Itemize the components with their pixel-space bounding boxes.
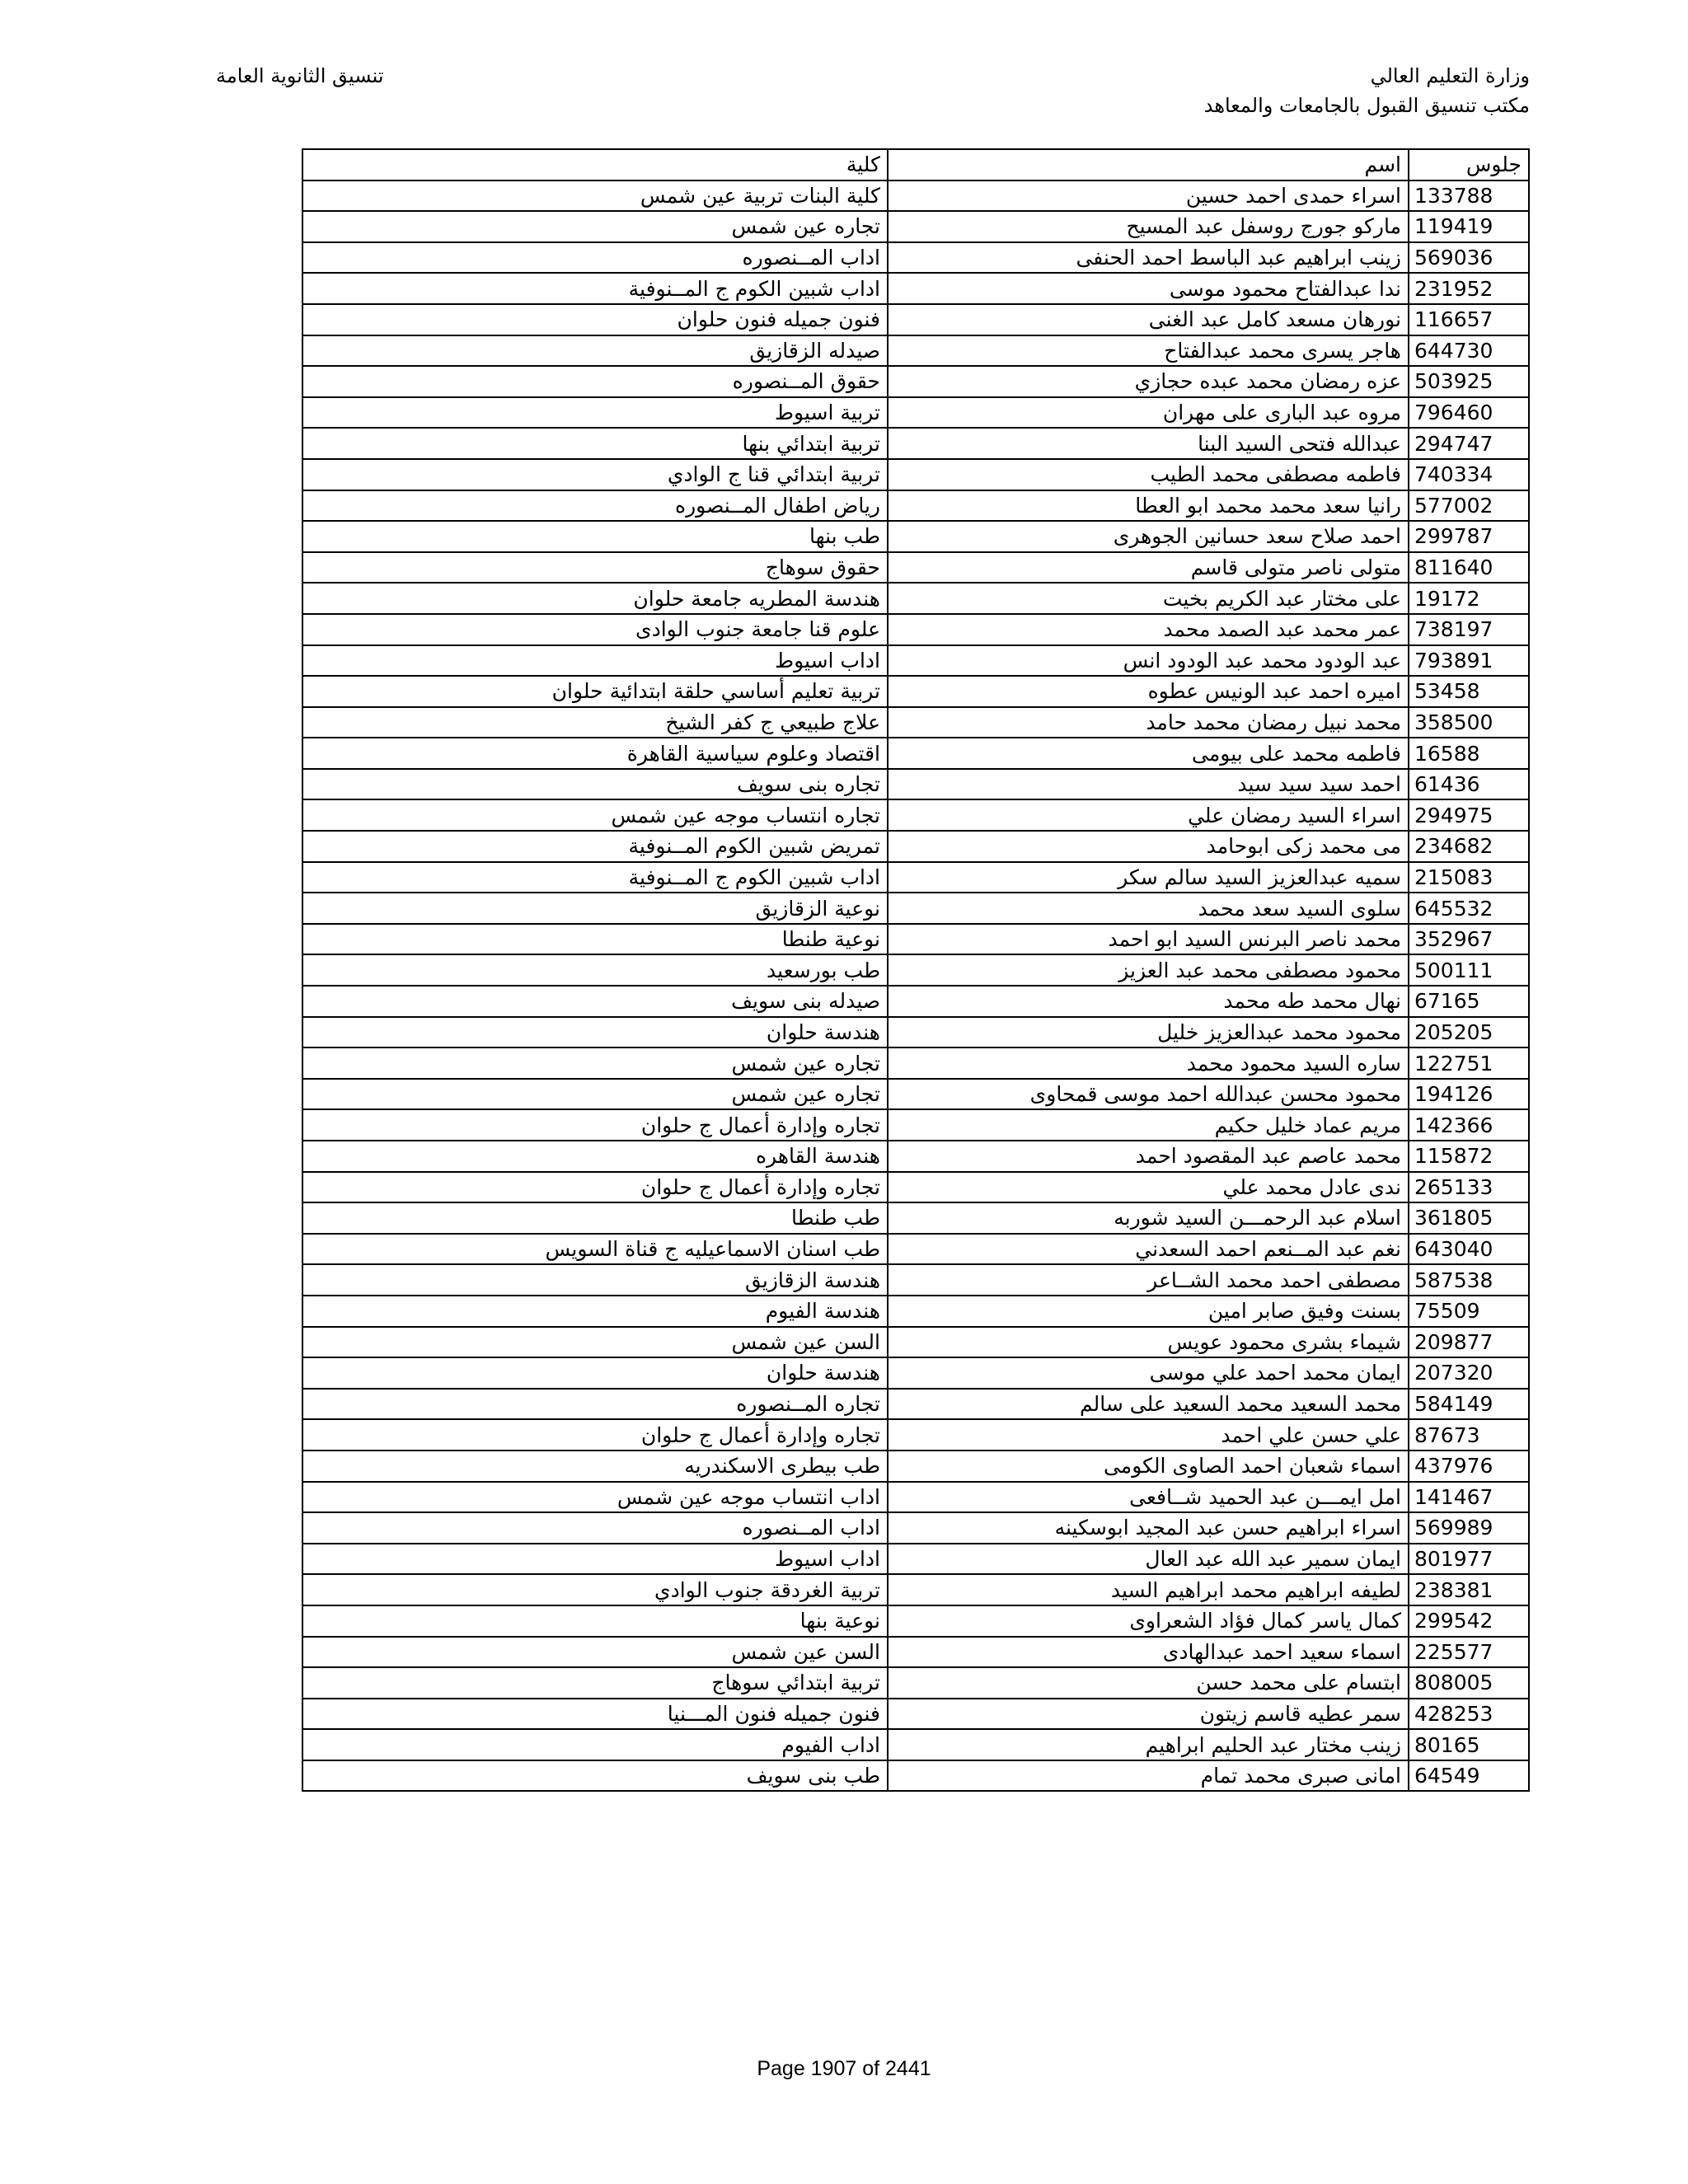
student-name-cell: ندا عبدالفتاح محمود موسى xyxy=(888,273,1409,304)
seat-number-cell: 811640 xyxy=(1409,552,1529,583)
seat-number-cell: 500111 xyxy=(1409,954,1529,986)
student-name-cell: ايمان سمير عبد الله عبد العال xyxy=(888,1544,1409,1575)
seat-number-cell: 294975 xyxy=(1409,799,1529,831)
college-cell: تمريض شبين الكوم المــنوفية xyxy=(302,831,888,862)
student-name-cell: سمر عطيه قاسم زيتون xyxy=(888,1699,1409,1730)
college-cell: طب بورسعيد xyxy=(302,954,888,986)
table-row xyxy=(302,1544,1529,1575)
college-cell: نوعية طنطا xyxy=(302,924,888,955)
table-row xyxy=(302,1079,1529,1110)
college-cell: فنون جميله فنون المـــنيا xyxy=(302,1699,888,1730)
seat-number-cell: 740334 xyxy=(1409,459,1529,490)
table-row xyxy=(302,583,1529,614)
table-row xyxy=(302,1419,1529,1451)
table-row xyxy=(302,924,1529,955)
seat-number-cell: 234682 xyxy=(1409,831,1529,862)
seat-number-cell: 361805 xyxy=(1409,1202,1529,1234)
student-name-cell: على مختار عبد الكريم بخيت xyxy=(888,583,1409,614)
table-row xyxy=(302,1109,1529,1141)
table-row xyxy=(302,428,1529,459)
student-name-cell: اسراء السيد رمضان علي xyxy=(888,799,1409,831)
college-cell: علاج طبيعي ج كفر الشيخ xyxy=(302,707,888,738)
seat-number-cell: 207320 xyxy=(1409,1357,1529,1389)
student-name-cell: اسراء حمدى احمد حسين xyxy=(888,180,1409,212)
table-row xyxy=(302,862,1529,893)
college-cell: اقتصاد وعلوم سياسية القاهرة xyxy=(302,738,888,769)
student-name-cell: عبد الودود محمد عبد الودود انس xyxy=(888,645,1409,677)
college-cell: تربية ابتدائي قنا ج الوادي xyxy=(302,459,888,490)
college-cell: تجاره عين شمس xyxy=(302,1047,888,1079)
column-header-seat: جلوس xyxy=(1409,149,1529,180)
college-cell: تجاره وإدارة أعمال ج حلوان xyxy=(302,1419,888,1451)
seat-number-cell: 122751 xyxy=(1409,1047,1529,1079)
college-cell: فنون جميله فنون حلوان xyxy=(302,304,888,335)
seat-number-cell: 19172 xyxy=(1409,583,1529,614)
table-row xyxy=(302,1264,1529,1296)
college-cell: تجاره عين شمس xyxy=(302,211,888,242)
table-row xyxy=(302,397,1529,429)
table-row xyxy=(302,1389,1529,1420)
college-cell: تربية تعليم أساسي حلقة ابتدائية حلوان xyxy=(302,676,888,707)
college-cell: تربية الغردقة جنوب الوادي xyxy=(302,1574,888,1605)
section-title: تنسيق الثانوية العامة xyxy=(216,64,384,87)
student-name-cell: محمد السعيد محمد السعيد على سالم xyxy=(888,1389,1409,1420)
student-name-cell: ابتسام على محمد حسن xyxy=(888,1667,1409,1699)
college-cell: نوعية بنها xyxy=(302,1605,888,1637)
seat-number-cell: 569036 xyxy=(1409,242,1529,274)
student-name-cell: اسماء شعبان احمد الصاوى الكومى xyxy=(888,1451,1409,1482)
student-name-cell: ساره السيد محمود محمد xyxy=(888,1047,1409,1079)
table-row xyxy=(302,180,1529,212)
table-row xyxy=(302,1760,1529,1792)
seat-number-cell: 645532 xyxy=(1409,893,1529,924)
table-row xyxy=(302,1667,1529,1699)
seat-number-cell: 796460 xyxy=(1409,397,1529,429)
college-cell: هندسة حلوان xyxy=(302,1357,888,1389)
table-row xyxy=(302,614,1529,645)
table-row xyxy=(302,1605,1529,1637)
college-cell: علوم قنا جامعة جنوب الوادى xyxy=(302,614,888,645)
student-name-cell: رانيا سعد محمد محمد ابو العطا xyxy=(888,490,1409,522)
student-name-cell: زينب مختار عبد الحليم ابراهيم xyxy=(888,1729,1409,1760)
student-name-cell: ايمان محمد احمد علي موسى xyxy=(888,1357,1409,1389)
student-name-cell: ندى عادل محمد علي xyxy=(888,1172,1409,1203)
table-row xyxy=(302,1451,1529,1482)
college-cell: تجاره بنى سويف xyxy=(302,769,888,800)
seat-number-cell: 53458 xyxy=(1409,676,1529,707)
student-name-cell: عبدالله فتحى السيد البنا xyxy=(888,428,1409,459)
college-cell: هندسة المطريه جامعة حلوان xyxy=(302,583,888,614)
table-row xyxy=(302,1482,1529,1513)
seat-number-cell: 16588 xyxy=(1409,738,1529,769)
table-row xyxy=(302,1327,1529,1358)
seat-number-cell: 352967 xyxy=(1409,924,1529,955)
table-row xyxy=(302,831,1529,862)
college-cell: السن عين شمس xyxy=(302,1327,888,1358)
student-name-cell: امانى صبرى محمد تمام xyxy=(888,1760,1409,1792)
college-cell: هندسة الزقازيق xyxy=(302,1264,888,1296)
student-name-cell: محمد ناصر البرنس السيد ابو احمد xyxy=(888,924,1409,955)
student-name-cell: فاطمه مصطفى محمد الطيب xyxy=(888,459,1409,490)
college-cell: طب بيطرى الاسكندريه xyxy=(302,1451,888,1482)
college-cell: اداب انتساب موجه عين شمس xyxy=(302,1482,888,1513)
column-header-college: كلية xyxy=(302,149,888,180)
college-cell: نوعية الزقازيق xyxy=(302,893,888,924)
college-cell: اداب الفيوم xyxy=(302,1729,888,1760)
table-row xyxy=(302,707,1529,738)
seat-number-cell: 358500 xyxy=(1409,707,1529,738)
student-name-cell: فاطمه محمد على بيومى xyxy=(888,738,1409,769)
table-header-row xyxy=(302,149,1529,180)
seat-number-cell: 644730 xyxy=(1409,335,1529,367)
student-name-cell: سميه عبدالعزيز السيد سالم سكر xyxy=(888,862,1409,893)
student-name-cell: محمود محمد عبدالعزيز خليل xyxy=(888,1017,1409,1048)
student-name-cell: احمد سيد سيد سيد xyxy=(888,769,1409,800)
seat-number-cell: 225577 xyxy=(1409,1637,1529,1668)
table-row xyxy=(302,273,1529,304)
table-row xyxy=(302,304,1529,335)
student-name-cell: مى محمد زكى ابوحامد xyxy=(888,831,1409,862)
college-cell: كلية البنات تربية عين شمس xyxy=(302,180,888,212)
student-name-cell: كمال ياسر كمال فؤاد الشعراوى xyxy=(888,1605,1409,1637)
column-header-name: اسم xyxy=(888,149,1409,180)
student-name-cell: علي حسن علي احمد xyxy=(888,1419,1409,1451)
table-row xyxy=(302,769,1529,800)
table-row xyxy=(302,1202,1529,1234)
table-row xyxy=(302,1574,1529,1605)
student-name-cell: مصطفى احمد محمد الشــاعر xyxy=(888,1264,1409,1296)
college-cell: هندسة حلوان xyxy=(302,1017,888,1048)
student-name-cell: بسنت وفيق صابر امين xyxy=(888,1296,1409,1327)
college-cell: حقوق سوهاج xyxy=(302,552,888,583)
college-cell: اداب شبين الكوم ج المــنوفية xyxy=(302,862,888,893)
ministry-title: وزارة التعليم العالي xyxy=(1370,64,1530,87)
student-name-cell: احمد صلاح سعد حسانين الجوهرى xyxy=(888,521,1409,552)
college-cell: طب بنها xyxy=(302,521,888,552)
student-name-cell: محمد نبيل رمضان محمد حامد xyxy=(888,707,1409,738)
table-row xyxy=(302,1047,1529,1079)
seat-number-cell: 428253 xyxy=(1409,1699,1529,1730)
table-row xyxy=(302,490,1529,522)
student-name-cell: متولى ناصر متولى قاسم xyxy=(888,552,1409,583)
college-cell: اداب اسيوط xyxy=(302,645,888,677)
college-cell: رياض اطفال المــنصوره xyxy=(302,490,888,522)
college-cell: تجاره عين شمس xyxy=(302,1079,888,1110)
seat-number-cell: 801977 xyxy=(1409,1544,1529,1575)
table-row xyxy=(302,211,1529,242)
college-cell: اداب المــنصوره xyxy=(302,242,888,274)
seat-number-cell: 87673 xyxy=(1409,1419,1529,1451)
table-row xyxy=(302,335,1529,367)
table-body xyxy=(302,180,1529,1792)
table-row xyxy=(302,986,1529,1017)
seat-number-cell: 133788 xyxy=(1409,180,1529,212)
student-name-cell: مروه عبد البارى على مهران xyxy=(888,397,1409,429)
seat-number-cell: 205205 xyxy=(1409,1017,1529,1048)
seat-number-cell: 67165 xyxy=(1409,986,1529,1017)
seat-number-cell: 738197 xyxy=(1409,614,1529,645)
college-cell: تجاره وإدارة أعمال ج حلوان xyxy=(302,1172,888,1203)
student-name-cell: هاجر يسرى محمد عبدالفتاح xyxy=(888,335,1409,367)
college-cell: اداب شبين الكوم ج المــنوفية xyxy=(302,273,888,304)
college-cell: هندسة القاهره xyxy=(302,1141,888,1172)
student-name-cell: ماركو جورج روسفل عبد المسيح xyxy=(888,211,1409,242)
table-row xyxy=(302,366,1529,397)
table-row xyxy=(302,1172,1529,1203)
table-row xyxy=(302,552,1529,583)
seat-number-cell: 294747 xyxy=(1409,428,1529,459)
student-name-cell: امل ايمـــن عبد الحميد شــافعى xyxy=(888,1482,1409,1513)
student-name-cell: محمد عاصم عبد المقصود احمد xyxy=(888,1141,1409,1172)
seat-number-cell: 215083 xyxy=(1409,862,1529,893)
admission-results-table xyxy=(302,148,1530,1792)
student-name-cell: نورهان مسعد كامل عبد الغنى xyxy=(888,304,1409,335)
student-name-cell: مريم عماد خليل حكيم xyxy=(888,1109,1409,1141)
student-name-cell: محمود محسن عبدالله احمد موسى قمحاوى xyxy=(888,1079,1409,1110)
seat-number-cell: 231952 xyxy=(1409,273,1529,304)
seat-number-cell: 238381 xyxy=(1409,1574,1529,1605)
student-name-cell: اسراء ابراهيم حسن عبد المجيد ابوسكينه xyxy=(888,1512,1409,1544)
seat-number-cell: 80165 xyxy=(1409,1729,1529,1760)
table-row xyxy=(302,1512,1529,1544)
table-row xyxy=(302,676,1529,707)
table-row xyxy=(302,1699,1529,1730)
college-cell: اداب المــنصوره xyxy=(302,1512,888,1544)
college-cell: صيدله بنى سويف xyxy=(302,986,888,1017)
student-name-cell: اميره احمد عبد الونيس عطوه xyxy=(888,676,1409,707)
table-row xyxy=(302,1729,1529,1760)
table-row xyxy=(302,1357,1529,1389)
seat-number-cell: 141467 xyxy=(1409,1482,1529,1513)
seat-number-cell: 808005 xyxy=(1409,1667,1529,1699)
college-cell: هندسة الفيوم xyxy=(302,1296,888,1327)
table-row xyxy=(302,799,1529,831)
seat-number-cell: 569989 xyxy=(1409,1512,1529,1544)
seat-number-cell: 119419 xyxy=(1409,211,1529,242)
seat-number-cell: 793891 xyxy=(1409,645,1529,677)
seat-number-cell: 209877 xyxy=(1409,1327,1529,1358)
student-name-cell: نهال محمد طه محمد xyxy=(888,986,1409,1017)
college-cell: طب اسنان الاسماعيليه ج قناة السويس xyxy=(302,1234,888,1265)
seat-number-cell: 577002 xyxy=(1409,490,1529,522)
table-row xyxy=(302,954,1529,986)
student-name-cell: اسماء سعيد احمد عبدالهادى xyxy=(888,1637,1409,1668)
student-name-cell: شيماء بشرى محمود عويس xyxy=(888,1327,1409,1358)
seat-number-cell: 503925 xyxy=(1409,366,1529,397)
table-row xyxy=(302,1637,1529,1668)
college-cell: تجاره وإدارة أعمال ج حلوان xyxy=(302,1109,888,1141)
seat-number-cell: 75509 xyxy=(1409,1296,1529,1327)
table-row xyxy=(302,1141,1529,1172)
table-row xyxy=(302,738,1529,769)
table-row xyxy=(302,645,1529,677)
table-row xyxy=(302,1017,1529,1048)
seat-number-cell: 115872 xyxy=(1409,1141,1529,1172)
college-cell: اداب اسيوط xyxy=(302,1544,888,1575)
seat-number-cell: 587538 xyxy=(1409,1264,1529,1296)
college-cell: تجاره المــنصوره xyxy=(302,1389,888,1420)
student-name-cell: عزه رمضان محمد عبده حجازي xyxy=(888,366,1409,397)
seat-number-cell: 299542 xyxy=(1409,1605,1529,1637)
header-ministry-block xyxy=(1204,61,1530,120)
college-cell: تربية اسيوط xyxy=(302,397,888,429)
seat-number-cell: 437976 xyxy=(1409,1451,1529,1482)
table-row xyxy=(302,1296,1529,1327)
student-name-cell: محمود مصطفى محمد عبد العزيز xyxy=(888,954,1409,986)
college-cell: تربية ابتدائي سوهاج xyxy=(302,1667,888,1699)
college-cell: السن عين شمس xyxy=(302,1637,888,1668)
student-name-cell: اسلام عبد الرحمـــن السيد شوربه xyxy=(888,1202,1409,1234)
office-title: مكتب تنسيق القبول بالجامعات والمعاهد xyxy=(1203,94,1530,117)
table-row xyxy=(302,893,1529,924)
student-name-cell: لطيفه ابراهيم محمد ابراهيم السيد xyxy=(888,1574,1409,1605)
table-row xyxy=(302,521,1529,552)
seat-number-cell: 265133 xyxy=(1409,1172,1529,1203)
college-cell: طب بنى سويف xyxy=(302,1760,888,1792)
seat-number-cell: 64549 xyxy=(1409,1760,1529,1792)
college-cell: طب طنطا xyxy=(302,1202,888,1234)
college-cell: تربية ابتدائي بنها xyxy=(302,428,888,459)
seat-number-cell: 142366 xyxy=(1409,1109,1529,1141)
table-row xyxy=(302,459,1529,490)
seat-number-cell: 299787 xyxy=(1409,521,1529,552)
table-row xyxy=(302,242,1529,274)
table-row xyxy=(302,1234,1529,1265)
student-name-cell: زينب ابراهيم عبد الباسط احمد الحنفى xyxy=(888,242,1409,274)
seat-number-cell: 116657 xyxy=(1409,304,1529,335)
seat-number-cell: 584149 xyxy=(1409,1389,1529,1420)
seat-number-cell: 643040 xyxy=(1409,1234,1529,1265)
college-cell: حقوق المــنصوره xyxy=(302,366,888,397)
student-name-cell: سلوى السيد سعد محمد xyxy=(888,893,1409,924)
college-cell: صيدله الزقازيق xyxy=(302,335,888,367)
college-cell: تجاره انتساب موجه عين شمس xyxy=(302,799,888,831)
student-name-cell: عمر محمد عبد الصمد محمد xyxy=(888,614,1409,645)
seat-number-cell: 61436 xyxy=(1409,769,1529,800)
seat-number-cell: 194126 xyxy=(1409,1079,1529,1110)
student-name-cell: نغم عبد المــنعم احمد السعدني xyxy=(888,1234,1409,1265)
page-number: Page 1907 of 2441 xyxy=(757,2057,931,2080)
